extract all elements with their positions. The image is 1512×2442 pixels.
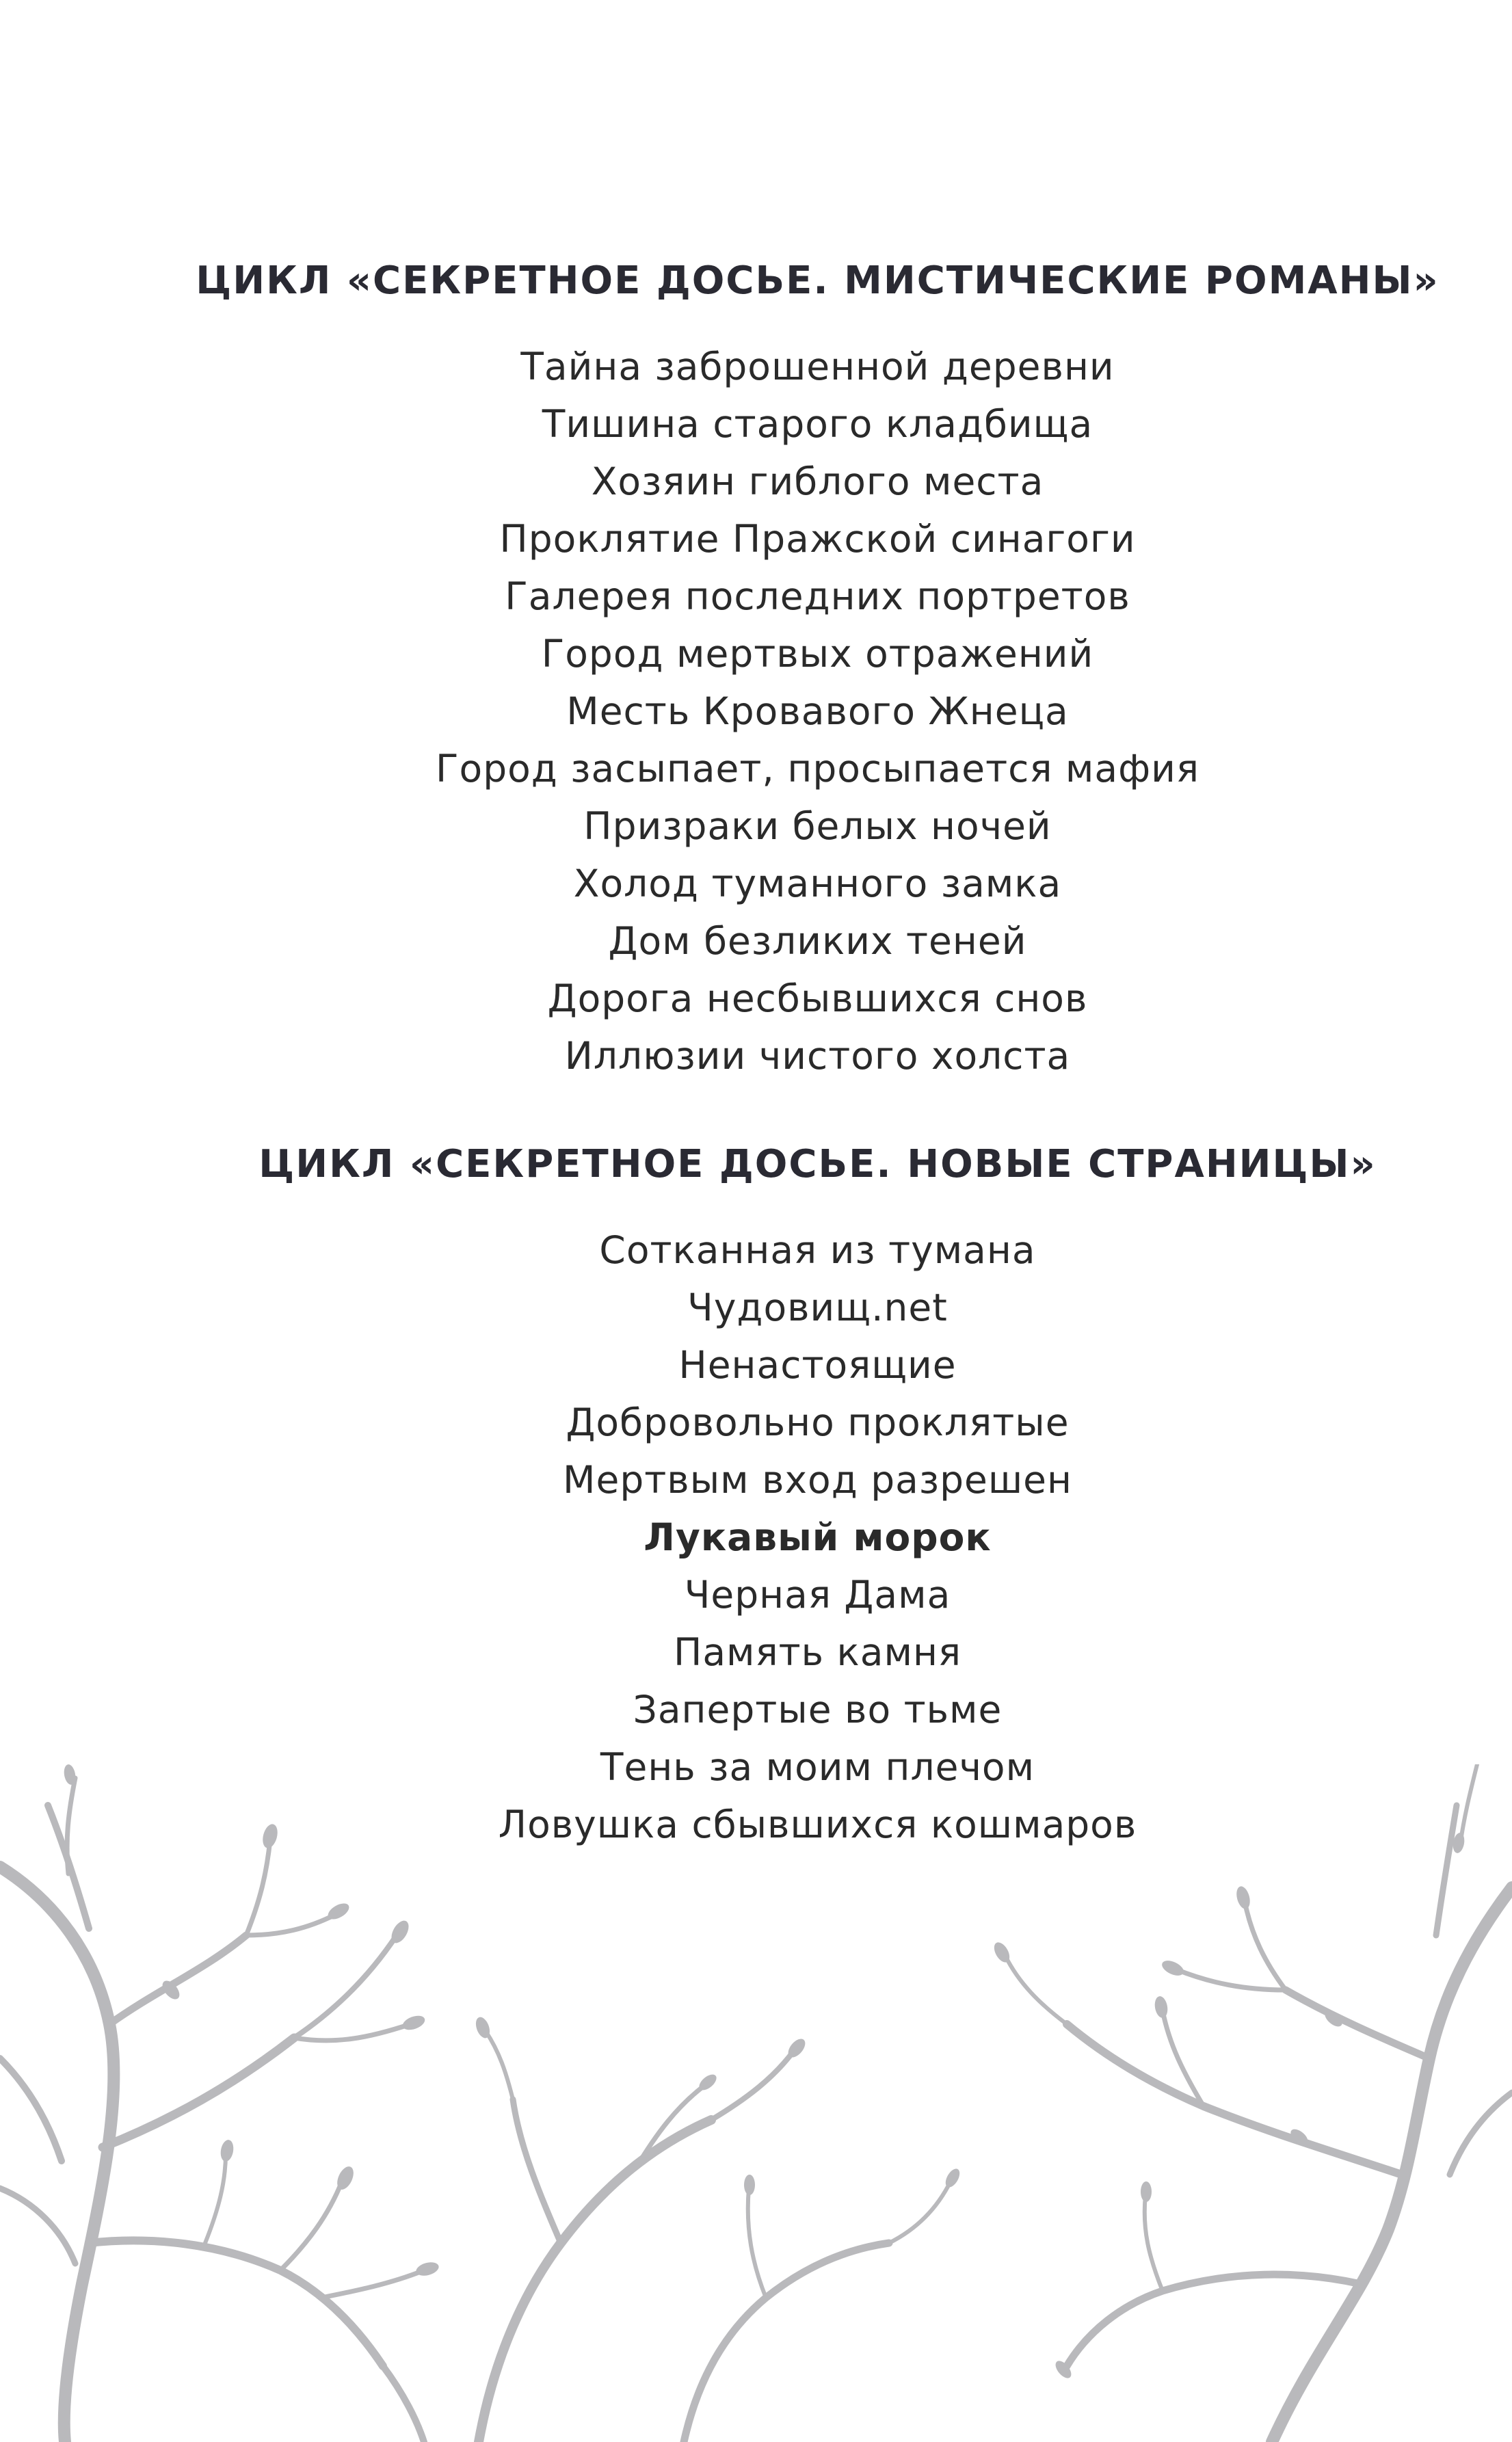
current-book-title: Лукавый морок xyxy=(644,1515,992,1559)
book-title: Иллюзии чистого холста xyxy=(564,1034,1071,1078)
book-title: Холод туманного замка xyxy=(573,862,1062,905)
book-title: Проклятие Пражской синагоги xyxy=(499,517,1136,561)
book-title: Тень за моим плечом xyxy=(600,1745,1035,1789)
book-title: Запертые во тьме xyxy=(633,1688,1003,1731)
book-title: Тишина старого кладбища xyxy=(542,402,1093,446)
book-title: Черная Дама xyxy=(684,1573,951,1617)
series-list-new-pages xyxy=(0,1221,1512,1853)
book-title: Сотканная из тумана xyxy=(599,1228,1036,1272)
series-heading-mystical-novels: ЦИКЛ «СЕКРЕТНОЕ ДОСЬЕ. МИСТИЧЕСКИЕ РОМАНЫ» xyxy=(196,258,1440,303)
middle-tree-branch xyxy=(473,2015,962,2442)
left-tree-branch xyxy=(0,1764,440,2442)
right-tree-branch xyxy=(991,1764,1512,2442)
book-title: Чудовищ.net xyxy=(687,1286,948,1329)
tree-branches-illustration xyxy=(0,1764,1512,2442)
book-title: Месть Кровавого Жнеца xyxy=(566,689,1069,733)
book-title: Хозяин гиблого места xyxy=(591,460,1044,503)
book-title: Добровольно проклятые xyxy=(566,1401,1070,1444)
series-list-mystical-novels xyxy=(0,338,1512,1085)
book-title: Ненастоящие xyxy=(678,1343,957,1387)
book-title: Ловушка сбывшихся кошмаров xyxy=(498,1803,1137,1846)
book-title: Город засыпает, просыпается мафия xyxy=(436,747,1199,791)
book-title: Галерея последних портретов xyxy=(505,574,1130,618)
book-title: Память камня xyxy=(673,1630,962,1674)
book-title: Призраки белых ночей xyxy=(583,804,1052,848)
book-title: Дом безликих теней xyxy=(608,919,1027,963)
series-heading-new-pages: ЦИКЛ «СЕКРЕТНОЕ ДОСЬЕ. НОВЫЕ СТРАНИЦЫ» xyxy=(258,1142,1377,1186)
book-title: Город мертвых отражений xyxy=(541,632,1094,676)
book-title: Дорога несбывшихся снов xyxy=(547,977,1088,1020)
book-title: Тайна заброшенной деревни xyxy=(520,345,1115,388)
book-title: Мертвым вход разрешен xyxy=(563,1458,1072,1502)
